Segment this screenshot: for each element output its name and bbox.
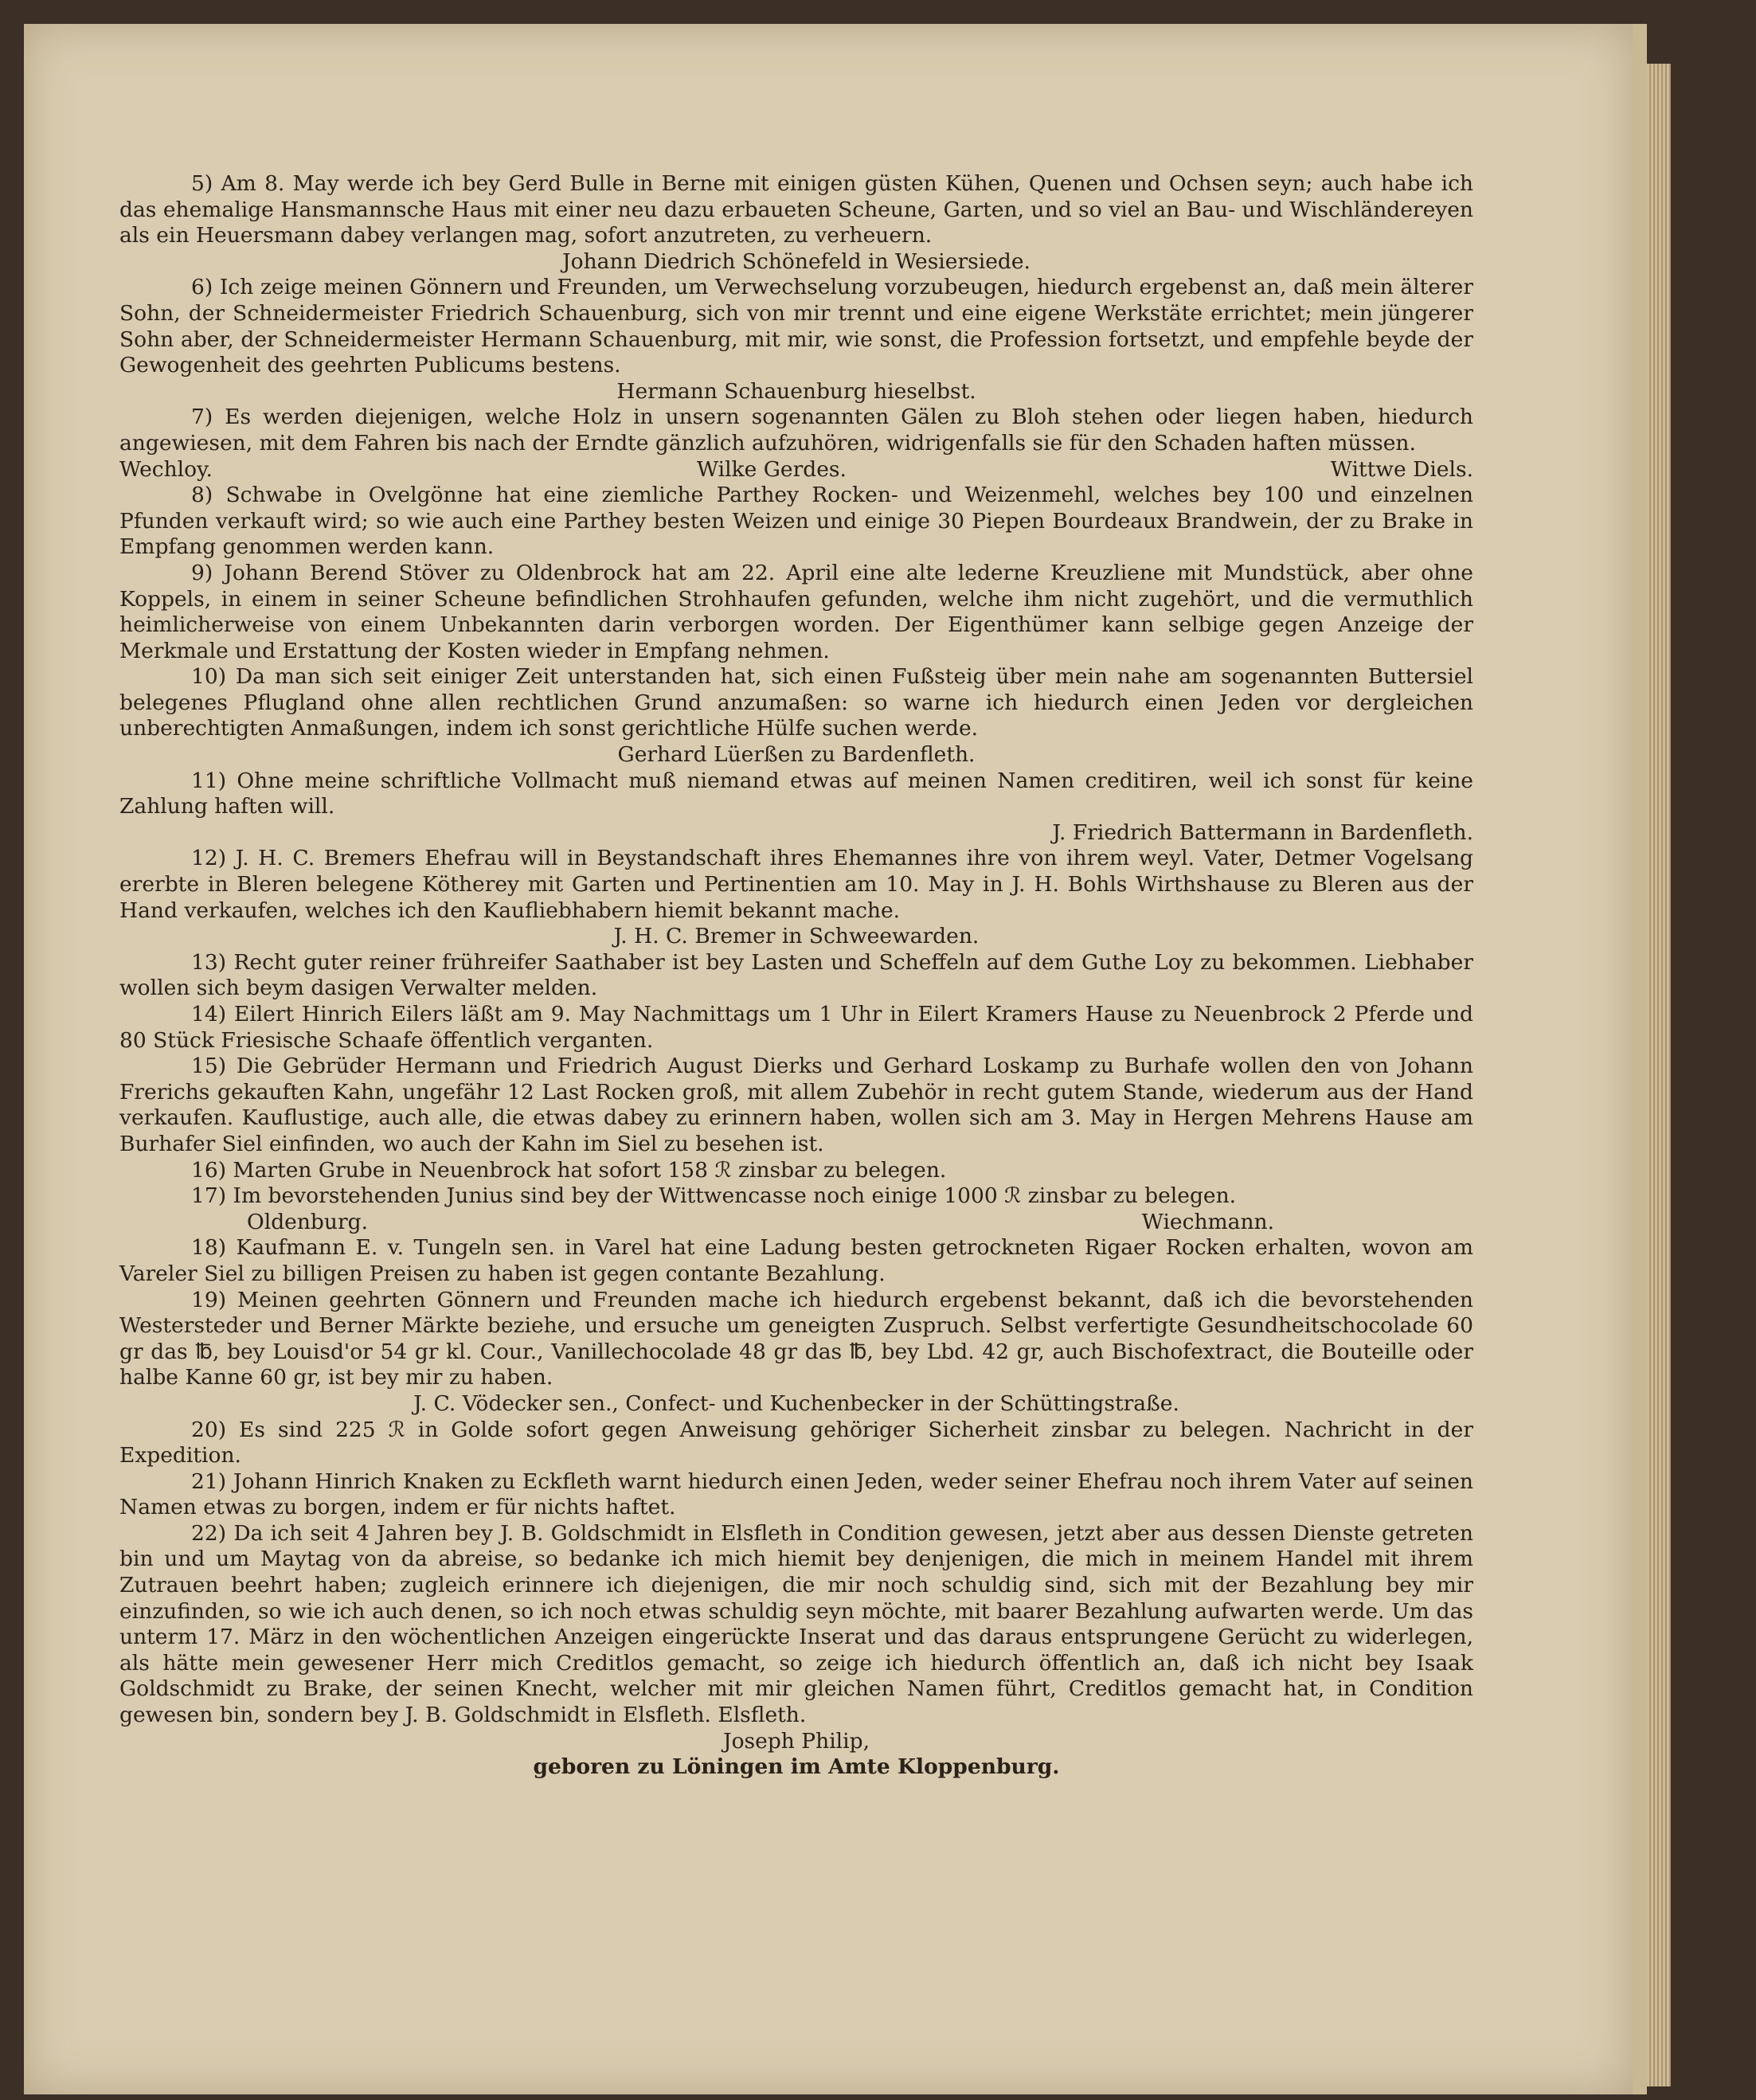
notice-5-signature: Johann Diedrich Schönefeld in Wesiersiede. — [562, 248, 1031, 274]
page-edge — [1647, 64, 1671, 2086]
notice-17: 17) Im bevorstehenden Junius sind bey der Wittwencasse noch einige 1000 ℛ zinsbar zu belegen. — [191, 1183, 1237, 1209]
notice-17-signature — [119, 1210, 1473, 1236]
notice-12: 12) J. H. C. Bremers Ehefrau will in Beystandschaft ihres Ehemannes ihre von ihrem weyl. Vater, Detmer Vogelsang ererbte in Bleren belegene Kötherey mit Garten und Pertinentien am 10. May in J. H. Bohls Wirthshause zu Bleren aus der Hand verkaufen, welches ich den Kaufliebhabern hiemit bekannt mache. — [119, 846, 1473, 923]
notice-10-signature: Gerhard Lüerßen zu Bardenfleth. — [617, 742, 976, 768]
notice-16: 16) Marten Grube in Neuenbrock hat sofort 158 ℛ zinsbar zu belegen. — [191, 1157, 947, 1183]
notice-22-signature: Joseph Philip, — [722, 1728, 870, 1754]
notice-20: 20) Es sind 225 ℛ in Golde sofort gegen Anweisung gehöriger Sicherheit zinsbar zu belegen. Nachricht in der Expedition. — [119, 1417, 1473, 1468]
notice-6-signature: Hermann Schauenburg hieselbst. — [616, 378, 976, 404]
notice-19-signature: J. C. Vödecker sen., Confect- und Kuchenbecker in der Schüttingstraße. — [413, 1390, 1179, 1416]
notice-10: 10) Da man sich seit einiger Zeit unterstanden hat, sich einen Fußsteig über mein nahe am sogenannten Buttersiel belegenes Pflugland ohne allen rechtlichen Grund anzumaßen: so warne ich hiedurch einen Jeden vor dergleichen unberechtigten Anmaßungen, indem ich sonst gerichtliche Hülfe suchen werde. — [119, 664, 1473, 741]
notice-11-signature: J. Friedrich Battermann in Bardenfleth. — [1052, 819, 1473, 845]
notice-7-place: Wechloy. — [119, 456, 213, 482]
notice-8: 8) Schwabe in Ovelgönne hat eine ziemliche Parthey Rocken- und Weizenmehl, welches bey 100 und einzelnen Pfunden verkauft wird; so wie auch eine Parthey besten Weizen und einige 30 Piepen Bourdeaux Brandwein, der zu Brake in Empfang genommen werden kann. — [119, 483, 1473, 560]
notice-17-place: Oldenburg. — [247, 1209, 368, 1234]
advertisements-column — [119, 171, 1473, 1781]
notice-15: 15) Die Gebrüder Hermann und Friedrich August Dierks und Gerhard Loskamp zu Burhafe wollen den von Johann Frerichs gekauften Kahn, ungefähr 12 Last Rocken groß, mit allem Zubehör in recht gutem Stande, wiederum aus der Hand verkaufen. Kauflustige, auch alle, die etwas dabey zu erinnern haben, wollen sich am 3. May in Hergen Mehrens Hause am Burhafer Siel einfinden, wo auch der Kahn im Siel zu besehen ist. — [119, 1054, 1473, 1156]
notice-21: 21) Johann Hinrich Knaken zu Eckfleth warnt hiedurch einen Jeden, weder seiner Ehefrau noch ihrem Vater auf seinen Namen etwas zu borgen, indem er für nichts haftet. — [119, 1468, 1473, 1520]
notice-18: 18) Kaufmann E. v. Tungeln sen. in Varel hat eine Ladung besten getrockneten Rigaer Rocken erhalten, wovon am Vareler Siel zu billigen Preisen zu haben ist gegen contante Bezahlung. — [119, 1235, 1473, 1286]
notice-7: 7) Es werden diejenigen, welche Holz in unsern sogenannten Gälen zu Bloh stehen oder liegen haben, hiedurch angewiesen, mit dem Fahren bis nach der Erndte gänzlich aufzuhören, widrigenfalls sie für den Schaden haften müssen. — [119, 405, 1473, 456]
notice-14: 14) Eilert Hinrich Eilers läßt am 9. May Nachmittags um 1 Uhr in Eilert Kramers Hause zu Neuenbrock 2 Pferde und 80 Stück Friesische Schaafe öffentlich verganten. — [119, 1002, 1473, 1053]
notice-7-signature — [119, 457, 1473, 483]
notice-13: 13) Recht guter reiner frühreifer Saathaber ist bey Lasten und Scheffeln auf dem Guthe Loy zu bekommen. Liebhaber wollen sich beym dasigen Verwalter melden. — [119, 949, 1473, 1001]
notice-11: 11) Ohne meine schriftliche Vollmacht muß niemand etwas auf meinen Namen creditiren, weil ich sonst für keine Zahlung haften will. — [119, 768, 1473, 819]
notice-6: 6) Ich zeige meinen Gönnern und Freunden, um Verwechselung vorzubeugen, hiedurch ergebenst an, daß mein älterer Sohn, der Schneidermeister Friedrich Schauenburg, sich von mir trennt und eine eigene Werkstäte errichtet; mein jüngerer Sohn aber, der Schneidermeister Hermann Schauenburg, mit mir, wie sonst, die Profession fortsetzt, und empfehle beyde der Gewogenheit des geehrten Publicums bestens. — [119, 275, 1473, 378]
notice-12-signature: J. H. C. Bremer in Schweewarden. — [613, 924, 980, 949]
notice-19: 19) Meinen geehrten Gönnern und Freunden mache ich hiedurch ergebenst bekannt, daß ich die bevorstehenden Westersteder und Berner Märkte beziehe, und ersuche um geneigten Zuspruch. Selbst verfertigte Gesundheitschocolade 60 gr das ℔, bey Louisd'or 54 gr kl. Cour., Vanillechocolade 48 gr das ℔, bey Lbd. 42 gr, auch Bischofextract, die Bouteille oder halbe Kanne 60 gr, ist bey mir zu haben. — [119, 1287, 1473, 1390]
notice-5: 5) Am 8. May werde ich bey Gerd Bulle in Berne mit einigen güsten Kühen, Quenen und Ochsen seyn; auch habe ich das ehemalige Hansmannsche Haus mit einer neu dazu erbaueten Scheune, Garten, und so viel an Bau- und Wischländereyen als ein Heuersmann dabey verlangen mag, sofort anzutreten, zu verheuern. — [119, 171, 1473, 248]
notice-22: 22) Da ich seit 4 Jahren bey J. B. Goldschmidt in Elsfleth in Condition gewesen, jetzt aber aus dessen Dienste getreten bin und um Maytag von da abreise, so bedanke ich mich hiemit bey denjenigen, die mich in meinem Handel mit ihrem Zutrauen beehrt haben; zugleich erinnere ich diejenigen, die mir noch schuldig sind, sich mit der Bezahlung bey mir einzufinden, so wie ich auch denen, so ich noch etwas schuldig seyn möchte, mit baarer Bezahlung aufwarten werde. Um das unterm 17. März in den wöchentlichen Anzeigen eingerückte Inserat und das daraus entsprungene Gerücht zu widerlegen, als hätte mein gewesener Herr mich Creditlos gemacht, so zeige ich hiedurch öffentlich an, daß ich nicht bey Isaak Goldschmidt zu Brake, der seinen Knecht, welcher mit mir gleichen Namen führt, Creditlos gemacht hat, in Condition gewesen bin, sondern bey J. B. Goldschmidt in Elsfleth. Elsfleth. — [119, 1520, 1473, 1728]
notice-22-signature-origin: geboren zu Löningen im Amte Kloppenburg. — [533, 1754, 1060, 1780]
notice-9: 9) Johann Berend Stöver zu Oldenbrock hat am 22. April eine alte lederne Kreuzliene mit Mundstück, aber ohne Koppels, in einem in seiner Scheune befindlichen Strohhaufen gefunden, welche ihm nicht zugehört, und die vermuthlich heimlicherweise von einem Unbekannten darin verborgen worden. Der Eigenthümer kann selbige gegen Anzeige der Merkmale und Erstattung der Kosten wieder in Empfang nehmen. — [119, 560, 1473, 663]
notice-17-signer: Wiechmann. — [1141, 1209, 1274, 1234]
notice-7-signer-1: Wilke Gerdes. — [696, 456, 847, 482]
notice-7-signer-2: Wittwe Diels. — [1330, 456, 1473, 482]
